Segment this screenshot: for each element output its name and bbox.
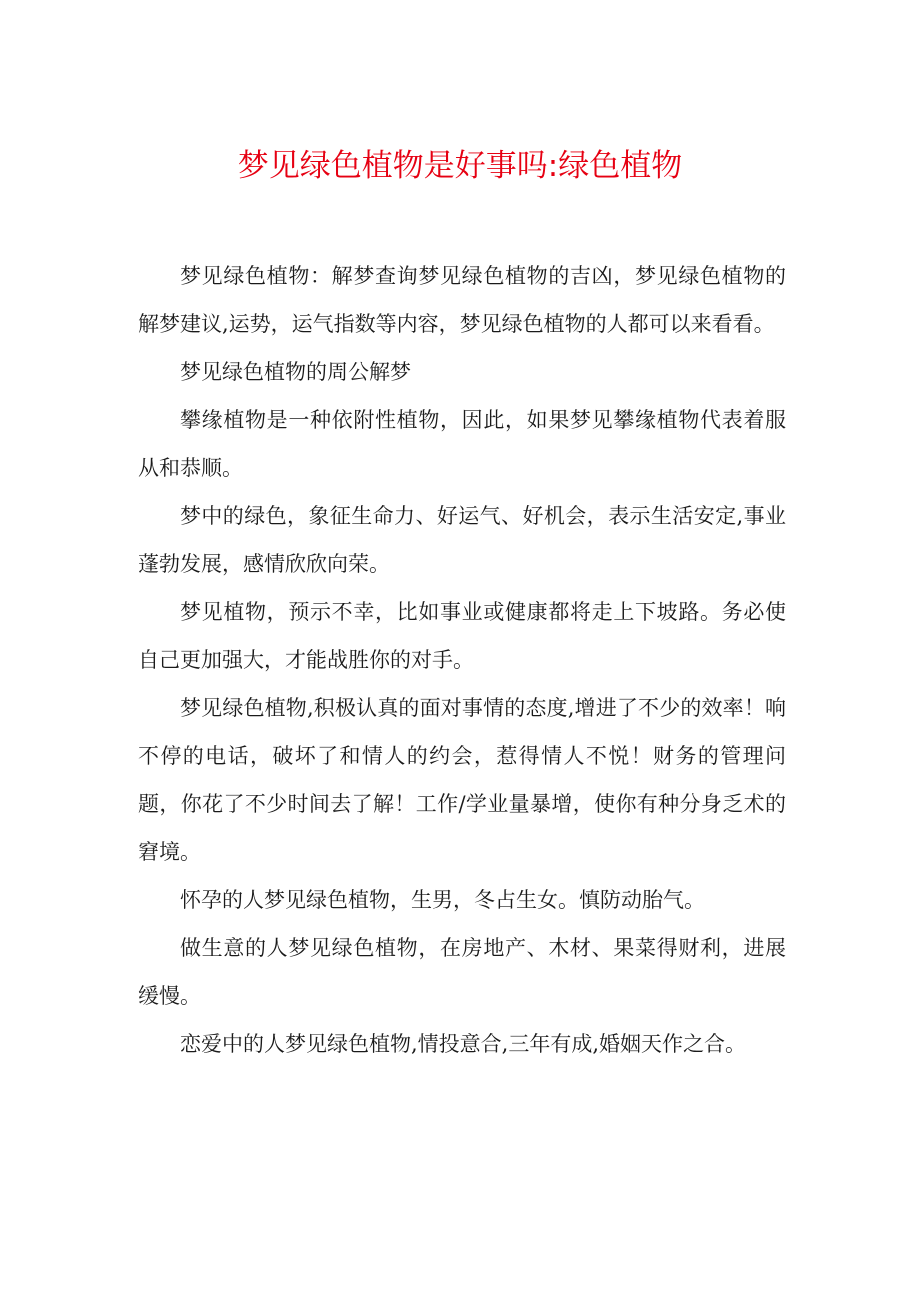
paragraph-intro: 梦见绿色植物：解梦查询梦见绿色植物的吉凶，梦见绿色植物的解梦建议,运势，运气指数等内容，梦见绿色植物的人都可以来看看。 — [138, 264, 786, 336]
document-title: 梦见绿色植物是好事吗:绿色植物 — [237, 148, 683, 184]
paragraph-work-attitude: 梦见绿色植物,积极认真的面对事情的态度,增进了不少的效率！响不停的电话，破坏了和情人的约会，惹得情人不悦！财务的管理问题，你花了不少时间去了解！工作/学业量暴增，使你有种分身乏术的窘境。 — [138, 696, 786, 864]
paragraph-plants-omen: 梦见植物，预示不幸，比如事业或健康都将走上下坡路。务必使自己更加强大，才能战胜你的对手。 — [138, 600, 786, 672]
paragraph-business: 做生意的人梦见绿色植物，在房地产、木材、果菜得财利，进展缓慢。 — [138, 936, 786, 1008]
paragraph-climbing-plants: 攀缘植物是一种依附性植物，因此，如果梦见攀缘植物代表着服从和恭顺。 — [138, 408, 786, 480]
paragraph-romance: 恋爱中的人梦见绿色植物,情投意合,三年有成,婚姻天作之合。 — [180, 1032, 747, 1056]
paragraph-pregnancy: 怀孕的人梦见绿色植物，生男，冬占生女。慎防动胎气。 — [180, 888, 705, 912]
paragraph-green-meaning: 梦中的绿色，象征生命力、好运气、好机会，表示生活安定,事业蓬勃发展，感情欣欣向荣。 — [138, 504, 786, 576]
document-body — [138, 252, 786, 1068]
paragraph-section-heading: 梦见绿色植物的周公解梦 — [180, 360, 411, 384]
